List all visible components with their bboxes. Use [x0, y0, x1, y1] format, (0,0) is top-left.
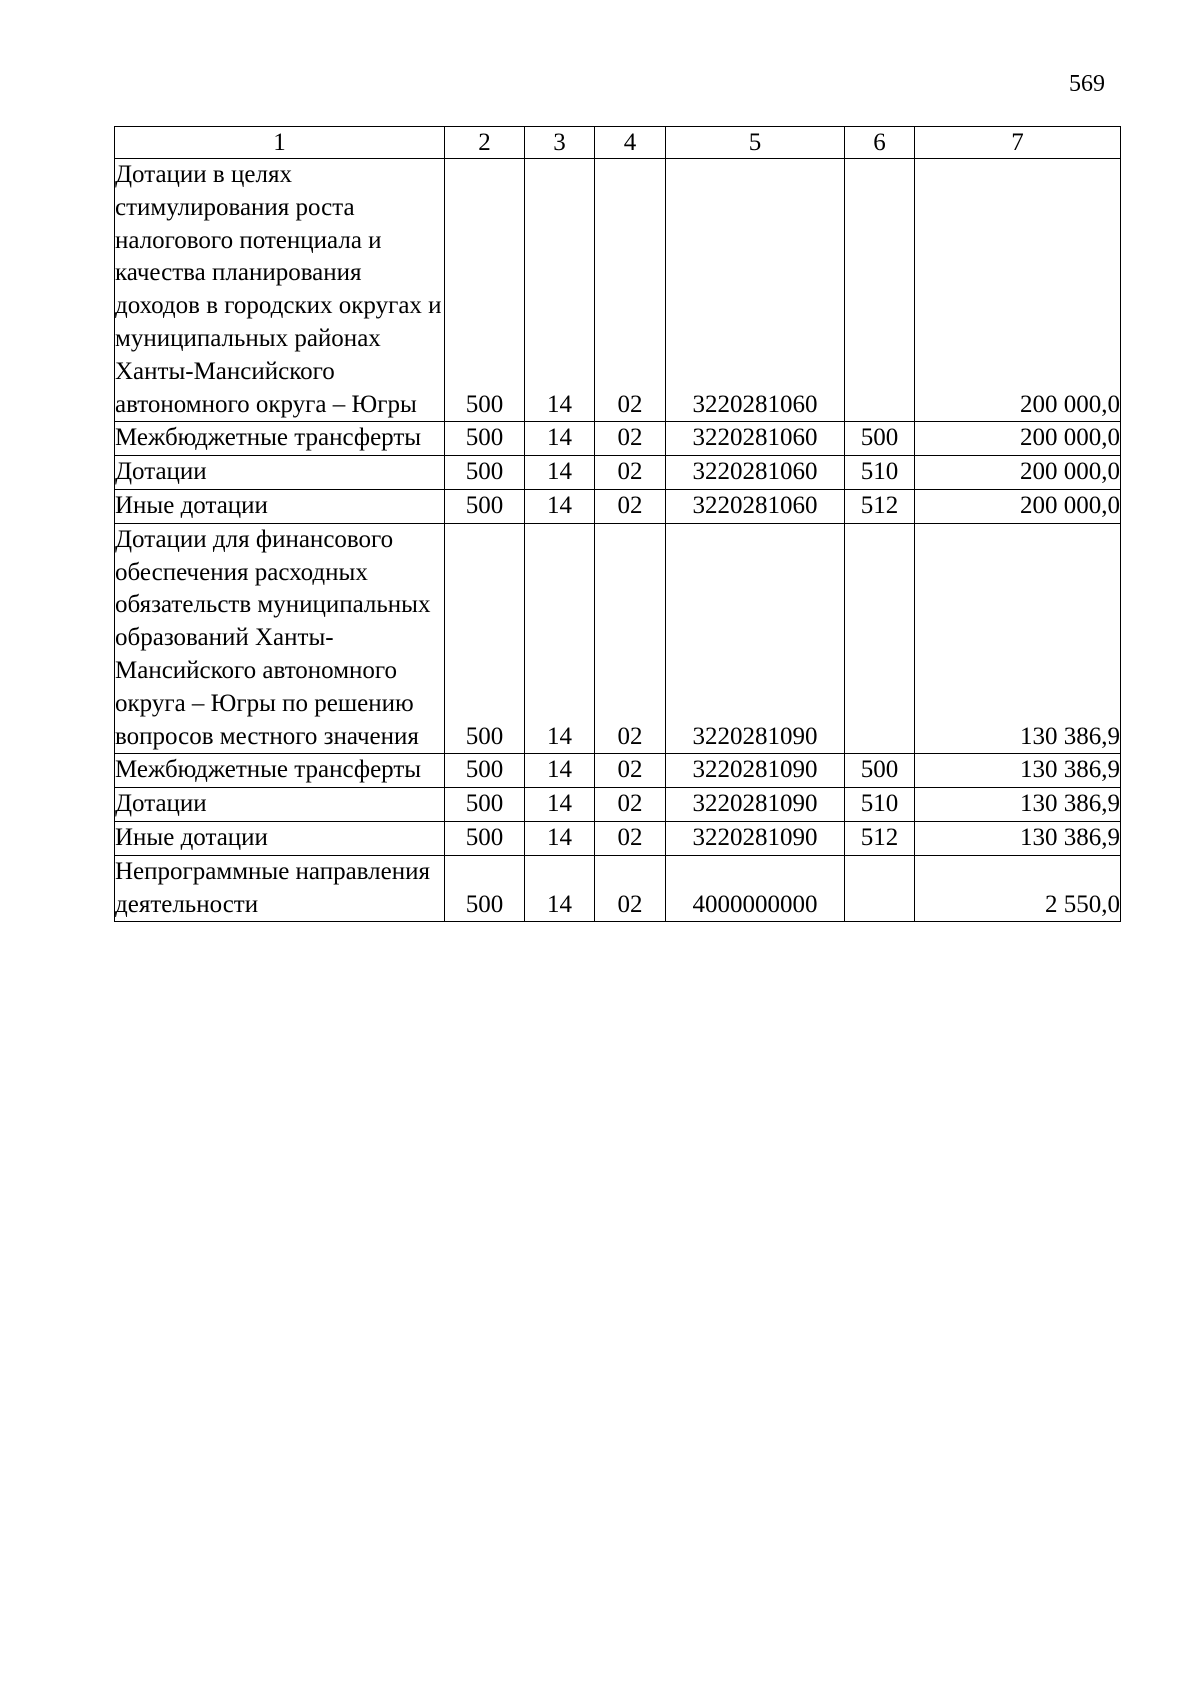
table-row: [115, 456, 1121, 490]
target-article-cell: 3220281090: [666, 821, 845, 855]
table-body: [115, 159, 1121, 922]
amount-cell: 200 000,0: [915, 422, 1121, 456]
code-cell: 500: [445, 489, 525, 523]
description-cell: Иные дотации: [115, 821, 445, 855]
table-row: [115, 754, 1121, 788]
target-article-cell: 3220281060: [666, 422, 845, 456]
section-cell: 14: [525, 523, 595, 754]
description-cell: Межбюджетные трансферты: [115, 754, 445, 788]
subsection-cell: 02: [595, 523, 666, 754]
subsection-cell: 02: [595, 821, 666, 855]
column-header: 1: [115, 127, 445, 159]
target-article-cell: 3220281060: [666, 159, 845, 422]
column-header: 6: [845, 127, 915, 159]
target-article-cell: 3220281060: [666, 489, 845, 523]
column-header: 2: [445, 127, 525, 159]
header-row: [115, 127, 1121, 159]
description-cell: Дотации в целях стимулирования роста налогового потенциала и качества планирования доходов в городских округах и муниципальных районах Ханты-Мансийского автономного округа – Югры: [115, 159, 445, 422]
section-cell: 14: [525, 855, 595, 922]
amount-cell: 130 386,9: [915, 821, 1121, 855]
expense-type-cell: [845, 855, 915, 922]
expense-type-cell: 500: [845, 422, 915, 456]
page-number: 569: [1069, 71, 1105, 97]
amount-cell: 200 000,0: [915, 489, 1121, 523]
column-header: 3: [525, 127, 595, 159]
section-cell: 14: [525, 489, 595, 523]
table-row: [115, 821, 1121, 855]
code-cell: 500: [445, 788, 525, 822]
target-article-cell: 3220281090: [666, 523, 845, 754]
expense-type-cell: 512: [845, 489, 915, 523]
table-row: [115, 855, 1121, 922]
expense-type-cell: 500: [845, 754, 915, 788]
table-row: [115, 788, 1121, 822]
amount-cell: 2 550,0: [915, 855, 1121, 922]
table-row: [115, 523, 1121, 754]
subsection-cell: 02: [595, 788, 666, 822]
description-cell: Дотации: [115, 456, 445, 490]
code-cell: 500: [445, 456, 525, 490]
subsection-cell: 02: [595, 159, 666, 422]
amount-cell: 200 000,0: [915, 456, 1121, 490]
target-article-cell: 4000000000: [666, 855, 845, 922]
column-header: 4: [595, 127, 666, 159]
target-article-cell: 3220281060: [666, 456, 845, 490]
subsection-cell: 02: [595, 855, 666, 922]
amount-cell: 130 386,9: [915, 523, 1121, 754]
description-cell: Иные дотации: [115, 489, 445, 523]
section-cell: 14: [525, 159, 595, 422]
table-header: [115, 127, 1121, 159]
subsection-cell: 02: [595, 422, 666, 456]
code-cell: 500: [445, 754, 525, 788]
code-cell: 500: [445, 855, 525, 922]
subsection-cell: 02: [595, 456, 666, 490]
table-row: [115, 489, 1121, 523]
expense-type-cell: [845, 523, 915, 754]
amount-cell: 130 386,9: [915, 754, 1121, 788]
budget-table: [114, 126, 1121, 922]
expense-type-cell: 510: [845, 456, 915, 490]
target-article-cell: 3220281090: [666, 754, 845, 788]
table-row: [115, 159, 1121, 422]
subsection-cell: 02: [595, 489, 666, 523]
code-cell: 500: [445, 159, 525, 422]
expense-type-cell: 512: [845, 821, 915, 855]
code-cell: 500: [445, 523, 525, 754]
table-row: [115, 422, 1121, 456]
code-cell: 500: [445, 422, 525, 456]
expense-type-cell: [845, 159, 915, 422]
section-cell: 14: [525, 788, 595, 822]
description-cell: Межбюджетные трансферты: [115, 422, 445, 456]
amount-cell: 200 000,0: [915, 159, 1121, 422]
code-cell: 500: [445, 821, 525, 855]
target-article-cell: 3220281090: [666, 788, 845, 822]
description-cell: Непрограммные направления деятельности: [115, 855, 445, 922]
expense-type-cell: 510: [845, 788, 915, 822]
section-cell: 14: [525, 754, 595, 788]
section-cell: 14: [525, 821, 595, 855]
description-cell: Дотации для финансового обеспечения расходных обязательств муниципальных образований Ханты-Мансийского автономного округа – Югры по решению вопросов местного значения: [115, 523, 445, 754]
section-cell: 14: [525, 456, 595, 490]
description-cell: Дотации: [115, 788, 445, 822]
column-header: 5: [666, 127, 845, 159]
section-cell: 14: [525, 422, 595, 456]
column-header: 7: [915, 127, 1121, 159]
amount-cell: 130 386,9: [915, 788, 1121, 822]
subsection-cell: 02: [595, 754, 666, 788]
